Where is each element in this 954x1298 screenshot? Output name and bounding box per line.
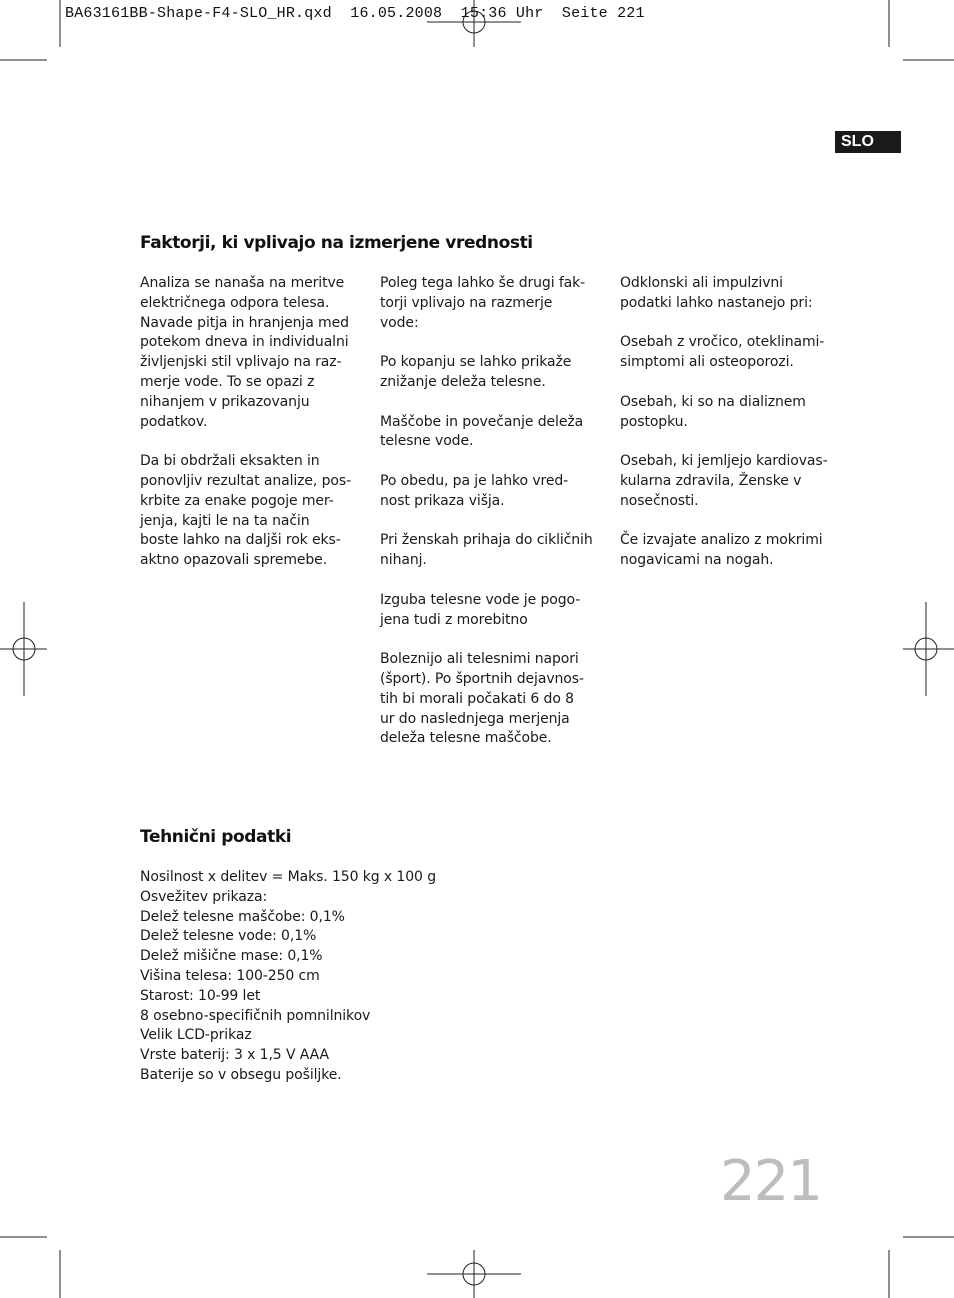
- spec-line: Nosilnost x delitev = Maks. 150 kg x 100 g: [140, 869, 436, 885]
- print-slug: BA63161BB-Shape-F4-SLO_HR.qxd 16.05.2008 15:36 Uhr Seite 221: [65, 5, 645, 22]
- registration-mark-left: [0, 602, 47, 696]
- paragraph: Analiza se nanaša na meritve električnega odpora telesa. Navade pitja in hranjenja med potekom dneva in individualni življenjski stil vplivajo na raz- merje vode. To se opazi z nihanjem v prikazovanju podatkov.: [140, 275, 349, 430]
- section-heading-factors: Faktorji, ki vplivajo na izmerjene vrednosti: [140, 233, 533, 253]
- text-column-2: [380, 274, 605, 769]
- text-column-3: [620, 274, 835, 591]
- page-number: 221: [720, 1149, 821, 1214]
- spec-line: Delež telesne vode: 0,1%: [140, 928, 317, 945]
- spec-line: Starost: 10-99 let: [140, 987, 261, 1004]
- paragraph: Osebah, ki so na dializnem postopku.: [620, 393, 806, 430]
- paragraph: Odklonski ali impulzivni podatki lahko nastanejo pri:: [620, 275, 813, 311]
- spec-line: Osvežitev prikaza:: [140, 888, 268, 905]
- spec-line: Višina telesa: 100-250 cm: [140, 967, 320, 984]
- spec-line: 8 osebno-specifičnih pomnilnikov: [140, 1007, 371, 1024]
- paragraph: Da bi obdržali eksakten in ponovljiv rezultat analize, pos- krbite za enake pogoje mer- jenja, kajti le na ta način boste lahko na daljši rok eks- aktno opazovali spremebe.: [140, 453, 352, 569]
- text-column-1: [140, 274, 365, 591]
- spec-line: Delež mišične mase: 0,1%: [140, 948, 323, 965]
- paragraph: Osebah, ki jemljejo kardiovas- kularna zdravila, Ženske v nosečnosti.: [620, 453, 828, 509]
- spec-line: Vrste baterij: 3 x 1,5 V AAA: [140, 1047, 329, 1064]
- paragraph: Izguba telesne vode je pogo- jena tudi z morebitno: [380, 591, 581, 628]
- paragraph: Po kopanju se lahko prikaže znižanje deleža telesne.: [380, 354, 572, 390]
- paragraph: Pri ženskah prihaja do cikličnih nihanj.: [380, 532, 593, 569]
- section-heading-technical-data: Tehnični podatki: [140, 827, 292, 847]
- paragraph: Maščobe in povečanje deleža telesne vode.: [380, 413, 584, 450]
- spec-line: Velik LCD-prikaz: [140, 1027, 252, 1044]
- registration-mark-bottom: [427, 1250, 521, 1298]
- spec-line: Baterije so v obsegu pošiljke.: [140, 1066, 342, 1083]
- technical-specs-list: [140, 868, 540, 1086]
- paragraph: Boleznijo ali telesnimi napori (šport). Po športnih dejavnos- tih bi morali počakati 6 do 8 ur do naslednjega merjenja deleža telesne maščobe.: [380, 651, 584, 747]
- paragraph: Če izvajate analizo z mokrimi nogavicami na nogah.: [620, 532, 823, 569]
- paragraph: Po obedu, pa je lahko vred- nost prikaza višja.: [380, 472, 569, 509]
- spec-line: Delež telesne maščobe: 0,1%: [140, 908, 345, 925]
- paragraph: Poleg tega lahko še drugi fak- torji vplivajo na razmerje vode:: [380, 275, 586, 331]
- registration-mark-right: [903, 602, 954, 696]
- language-badge: SLO: [835, 131, 901, 153]
- paragraph: Osebah z vročico, oteklinami- simptomi ali osteoporozi.: [620, 334, 825, 371]
